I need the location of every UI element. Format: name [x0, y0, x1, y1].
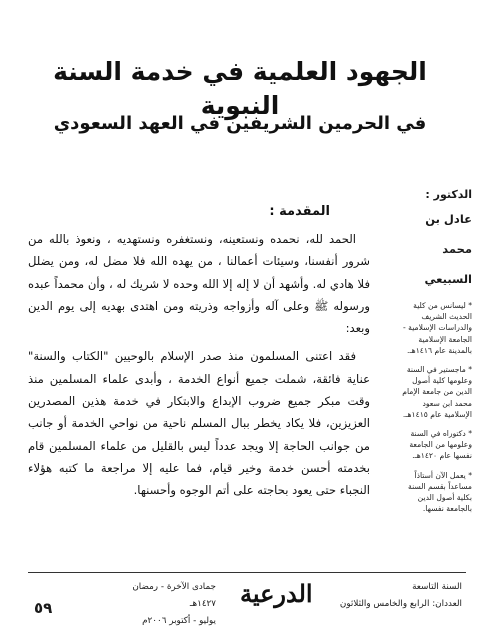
issue-dates [116, 579, 216, 630]
author-note-bachelor: * ليسانس من كلية الحديث الشريف والدراسات الإسلامية - الجامعة الإسلامية بالمدينة عام ١٤١٦هـ. [402, 301, 472, 355]
body-paragraph: فقد اعتنى المسلمون منذ صدر الإسلام بالوحيين "الكتاب والسنة" عناية فائقة، شملت جميع أنواع الخدمة ، وأبدى علماء المسلمين منذ وقت مبكر جميع ضروب الإبداع والابتكار في خدمة هذين المصدرين العزيزين، فلا يكاد يخطر ببال المسلم ناحية من نواحي الخدمة أو جانب من جوانب الحاجة إلا ويجد عدداً ليس بالقليل من علماء المسلمين قام بخدمته أحسن خدمة وخير قيام، فما عليه إلا مراجعة ما كتبه هؤلاء النجباء حتى يعود بحاجته على أتم الوجوه وأحسنها. [28, 349, 370, 498]
author-name-line-3: السبيعي [424, 272, 472, 286]
intro-paragraph: الحمد لله، نحمده ونستعينه، ونستغفره ونستهديه ، ونعوذ بالله من شرور أنفسنا، وسيئات أعمالنا ، من يهده الله فلا مضل له، ومن يضلل فلا هادي له. وأشهد أن لا إله إلا الله وحده لا شريك له ، وأن محمداً عبده ورسوله ﷺ وعلى آله وأزواجه وذريته ومن اهتدى بهديه إلى يوم الدين وبعد: [28, 232, 370, 336]
author-bio-notes [396, 300, 472, 514]
date-hijri: جمادى الآخرة - رمضان ١٤٢٧هـ [132, 582, 216, 609]
author-note-doctorate: * دكتوراه في السنة وعلومها من الجامعة نفسها عام ١٤٢٠هـ. [409, 429, 472, 461]
page-footer [28, 572, 466, 626]
author-note-position: * يعمل الآن أستاذاً مساعداً بقسم السنة بكلية أصول الدين بالجامعة نفسها. [408, 470, 472, 514]
issue-year: السنة التاسعة [412, 582, 462, 592]
article-body [28, 200, 370, 508]
author-name-line-1: عادل بن [425, 212, 472, 226]
article-subtitle: في الحرمين الشريفين في العهد السعودي [53, 113, 427, 134]
issue-info [312, 579, 462, 613]
journal-logo: الدرعية [240, 579, 313, 608]
author-label: الدكتور : [425, 188, 472, 201]
page-number: ٥٩ [34, 599, 53, 617]
author-name-line-2: محمد [442, 242, 472, 256]
author-column [396, 186, 472, 522]
issue-numbers: العددان: الرابع والخامس والثلاثون [339, 599, 462, 609]
date-gregorian: يوليو - أكتوبر ٢٠٠٦م [142, 616, 216, 626]
author-note-masters: * ماجستير في السنة وعلومها كلية أصول الدين من جامعة الإمام محمد ابن سعود الإسلامية عام ١٤١٥هـ. [402, 365, 472, 419]
article-title: الجهود العلمية في خدمة السنة النبوية [53, 57, 427, 120]
section-heading: المقدمة : [269, 204, 330, 219]
